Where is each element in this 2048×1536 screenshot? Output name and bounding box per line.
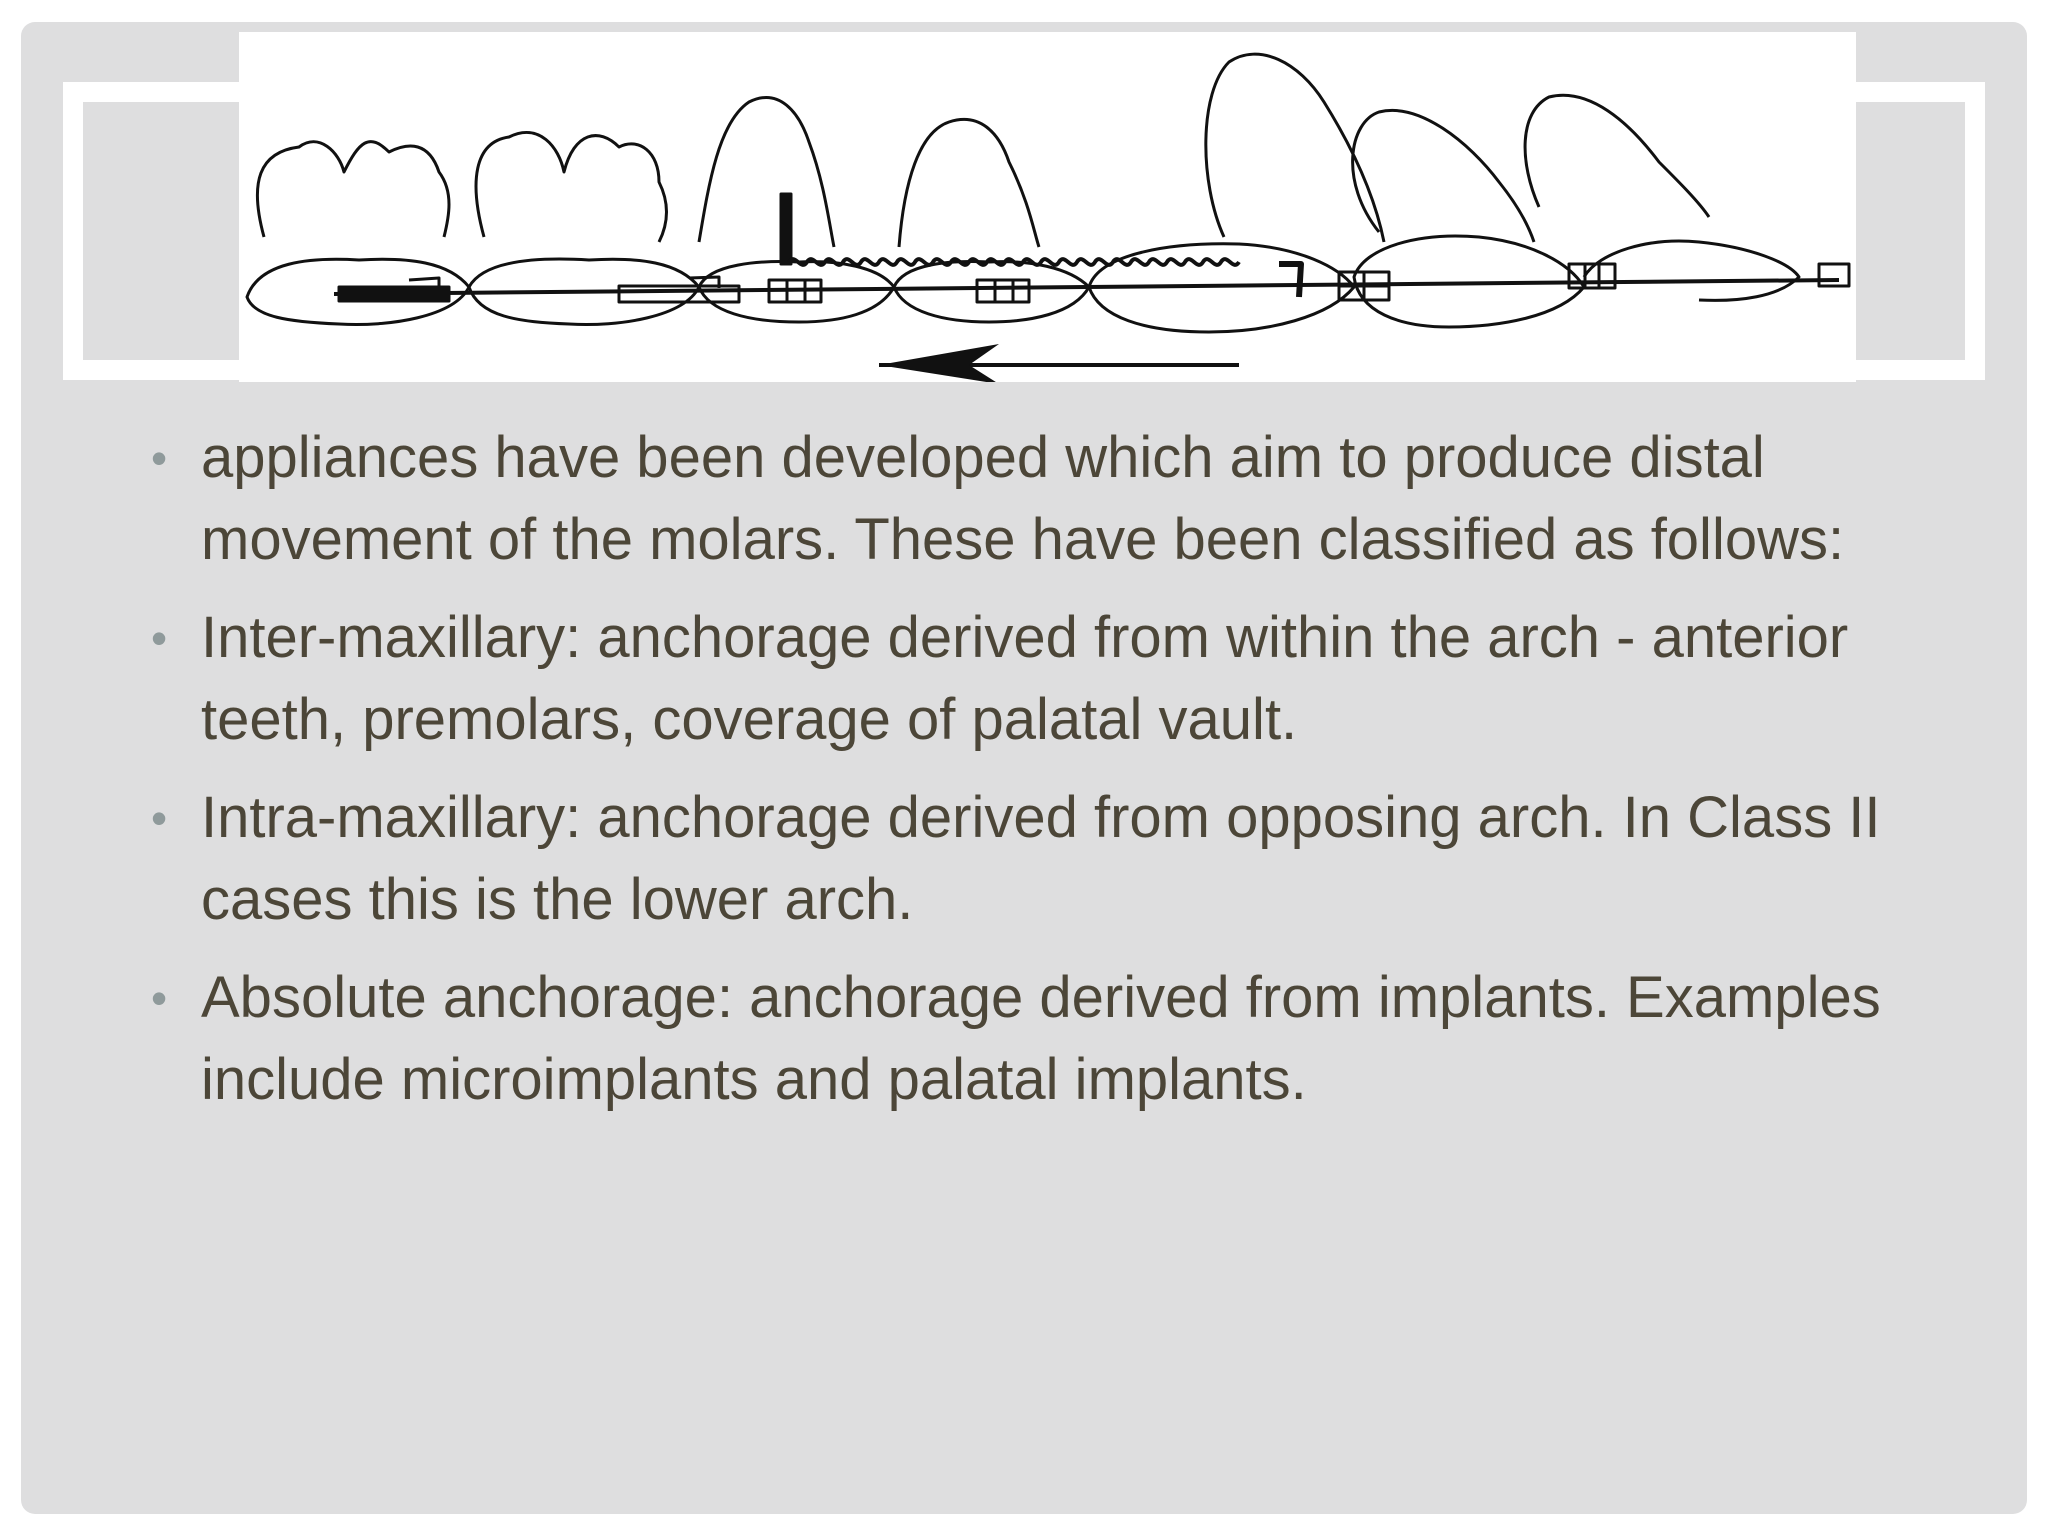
bullet-icon: • [151, 612, 168, 664]
bullet-text: Inter-maxillary: anchorage derived from within the arch - anterior teeth, premolars, coverage of palatal vault. [201, 605, 1849, 752]
left-arrow-icon [879, 344, 1239, 382]
bullet-icon: • [151, 972, 168, 1024]
bullet-list [137, 417, 1957, 1137]
bullet-item [137, 957, 1957, 1121]
teeth-appliance-diagram [239, 32, 1856, 382]
bullet-icon: • [151, 792, 168, 844]
bullet-item [137, 417, 1957, 581]
bullet-icon: • [151, 432, 168, 484]
bullet-text: Intra-maxillary: anchorage derived from opposing arch. In Class II cases this is the lower arch. [201, 785, 1881, 932]
bullet-text: appliances have been developed which aim to produce distal movement of the molars. These have been classified as follows: [201, 425, 1845, 572]
slide [21, 22, 2027, 1514]
bullet-text: Absolute anchorage: anchorage derived from implants. Examples include microimplants and palatal implants. [201, 965, 1881, 1112]
bullet-item [137, 777, 1957, 941]
bullet-item [137, 597, 1957, 761]
orthodontic-appliance-diagram-icon [239, 32, 1856, 382]
